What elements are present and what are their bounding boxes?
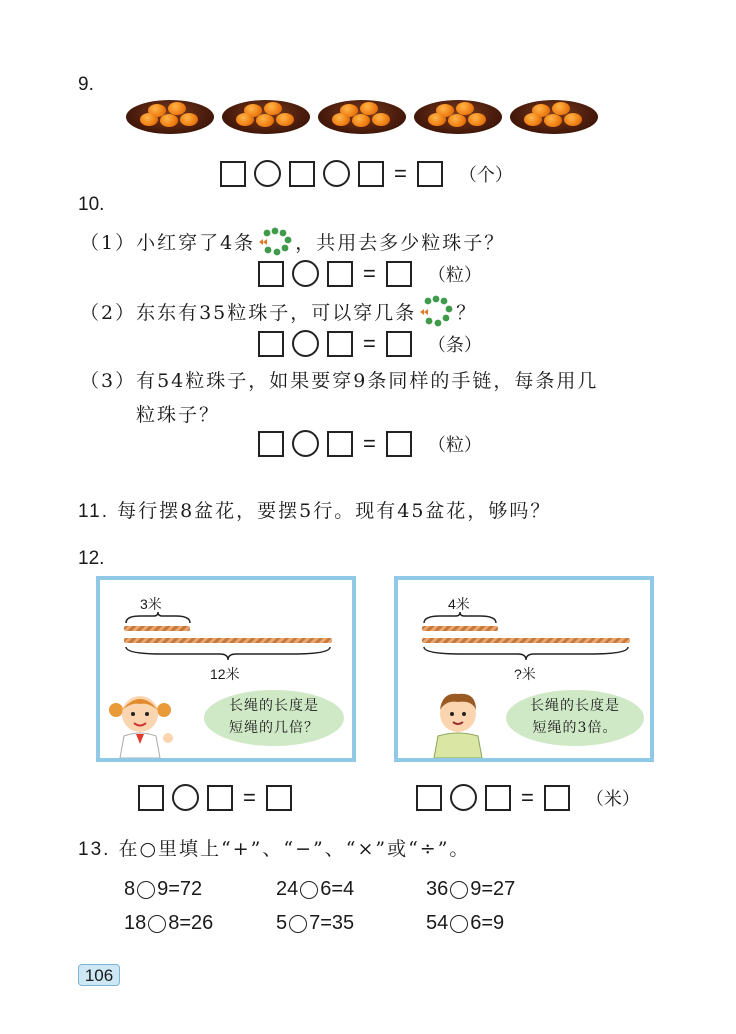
operator-circle[interactable] xyxy=(300,881,318,899)
operator-circle[interactable] xyxy=(292,260,319,287)
boy-character-icon xyxy=(428,690,488,758)
q12-number: 12. xyxy=(78,548,105,569)
q12-left-panel xyxy=(96,576,356,762)
answer-box[interactable] xyxy=(544,785,570,811)
answer-box[interactable] xyxy=(258,261,284,287)
short-rope-label: 4米 xyxy=(448,596,470,612)
answer-box[interactable] xyxy=(417,161,443,187)
bead-bracelet-icon xyxy=(416,294,456,328)
arith-item: 54 6=9 xyxy=(426,912,505,934)
unit-label: （粒） xyxy=(427,264,482,286)
unit-label: （米） xyxy=(585,788,640,810)
q10-part3: （3）有54粒珠子，如果要穿9条同样的手链，每条用几 xyxy=(80,370,599,392)
page-number: 106 xyxy=(78,964,120,986)
answer-box[interactable] xyxy=(358,161,384,187)
long-rope-label: 12米 xyxy=(210,666,240,682)
short-rope-label: 3米 xyxy=(140,596,162,612)
q12-left-equation: = xyxy=(138,784,292,811)
arith-item: 5 7=35 xyxy=(276,912,355,934)
answer-box[interactable] xyxy=(258,331,284,357)
answer-box[interactable] xyxy=(485,785,511,811)
q12-right-panel xyxy=(394,576,654,762)
q10-part2: （2） 东东有35粒珠子，可以穿几条 ？ xyxy=(80,294,477,328)
answer-box[interactable] xyxy=(266,785,292,811)
operator-circle[interactable] xyxy=(450,784,477,811)
answer-box[interactable] xyxy=(386,261,412,287)
arith-item: 18 8=26 xyxy=(124,912,214,934)
girl-character-icon xyxy=(108,692,178,758)
answer-box[interactable] xyxy=(327,261,353,287)
operator-circle[interactable] xyxy=(292,430,319,457)
q10-number: 10. xyxy=(78,194,105,215)
short-rope xyxy=(124,626,190,631)
answer-box[interactable] xyxy=(386,331,412,357)
answer-box[interactable] xyxy=(386,431,412,457)
long-brace xyxy=(422,646,632,660)
q10-3-equation: = （粒） xyxy=(258,430,482,457)
unit-label: （粒） xyxy=(427,434,482,456)
q10-2-equation: = （条） xyxy=(258,330,482,357)
long-rope-label: ?米 xyxy=(514,666,536,682)
long-rope xyxy=(422,638,630,643)
arith-item: 8 9=72 xyxy=(124,878,203,900)
speech-bubble: 长绳的长度是 短绳的3倍。 xyxy=(506,690,644,746)
operator-circle[interactable] xyxy=(289,915,307,933)
operator-circle[interactable] xyxy=(450,915,468,933)
answer-box[interactable] xyxy=(220,161,246,187)
answer-box[interactable] xyxy=(416,785,442,811)
answer-box[interactable] xyxy=(258,431,284,457)
speech-bubble: 长绳的长度是 短绳的几倍？ xyxy=(204,690,344,746)
arith-item: 24 6=4 xyxy=(276,878,355,900)
long-brace xyxy=(124,646,334,660)
bead-bracelet-icon xyxy=(255,226,295,256)
operator-circle[interactable] xyxy=(450,881,468,899)
unit-label: （个） xyxy=(458,164,513,186)
long-rope xyxy=(124,638,332,643)
q10-part1: （1） 小红穿了4条 ，共用去多少粒珠子？ xyxy=(80,226,505,256)
q10-1-equation: = （粒） xyxy=(258,260,482,287)
answer-box[interactable] xyxy=(289,161,315,187)
q11: 11. 每行摆8盆花，要摆5行。现有45盆花，够吗？ xyxy=(78,500,552,522)
q13: 13. 在○里填上“+”、“−”、“×”或“÷”。 xyxy=(78,838,471,860)
unit-label: （条） xyxy=(427,334,482,356)
answer-box[interactable] xyxy=(327,431,353,457)
answer-box[interactable] xyxy=(138,785,164,811)
answer-box[interactable] xyxy=(207,785,233,811)
operator-circle[interactable] xyxy=(172,784,199,811)
q12-right-equation: = （米） xyxy=(416,784,640,811)
q9-number: 9. xyxy=(78,74,94,95)
q9-equation: = （个） xyxy=(220,160,513,187)
operator-circle[interactable] xyxy=(148,915,166,933)
orange-plates xyxy=(126,98,598,138)
short-rope xyxy=(422,626,498,631)
operator-circle[interactable] xyxy=(292,330,319,357)
operator-circle[interactable] xyxy=(323,160,350,187)
short-brace xyxy=(124,612,192,624)
operator-circle[interactable] xyxy=(137,881,155,899)
answer-box[interactable] xyxy=(327,331,353,357)
q10-part3-line2: 粒珠子？ xyxy=(136,404,221,426)
short-brace xyxy=(422,612,500,624)
arith-item: 36 9=27 xyxy=(426,878,516,900)
operator-circle[interactable] xyxy=(254,160,281,187)
